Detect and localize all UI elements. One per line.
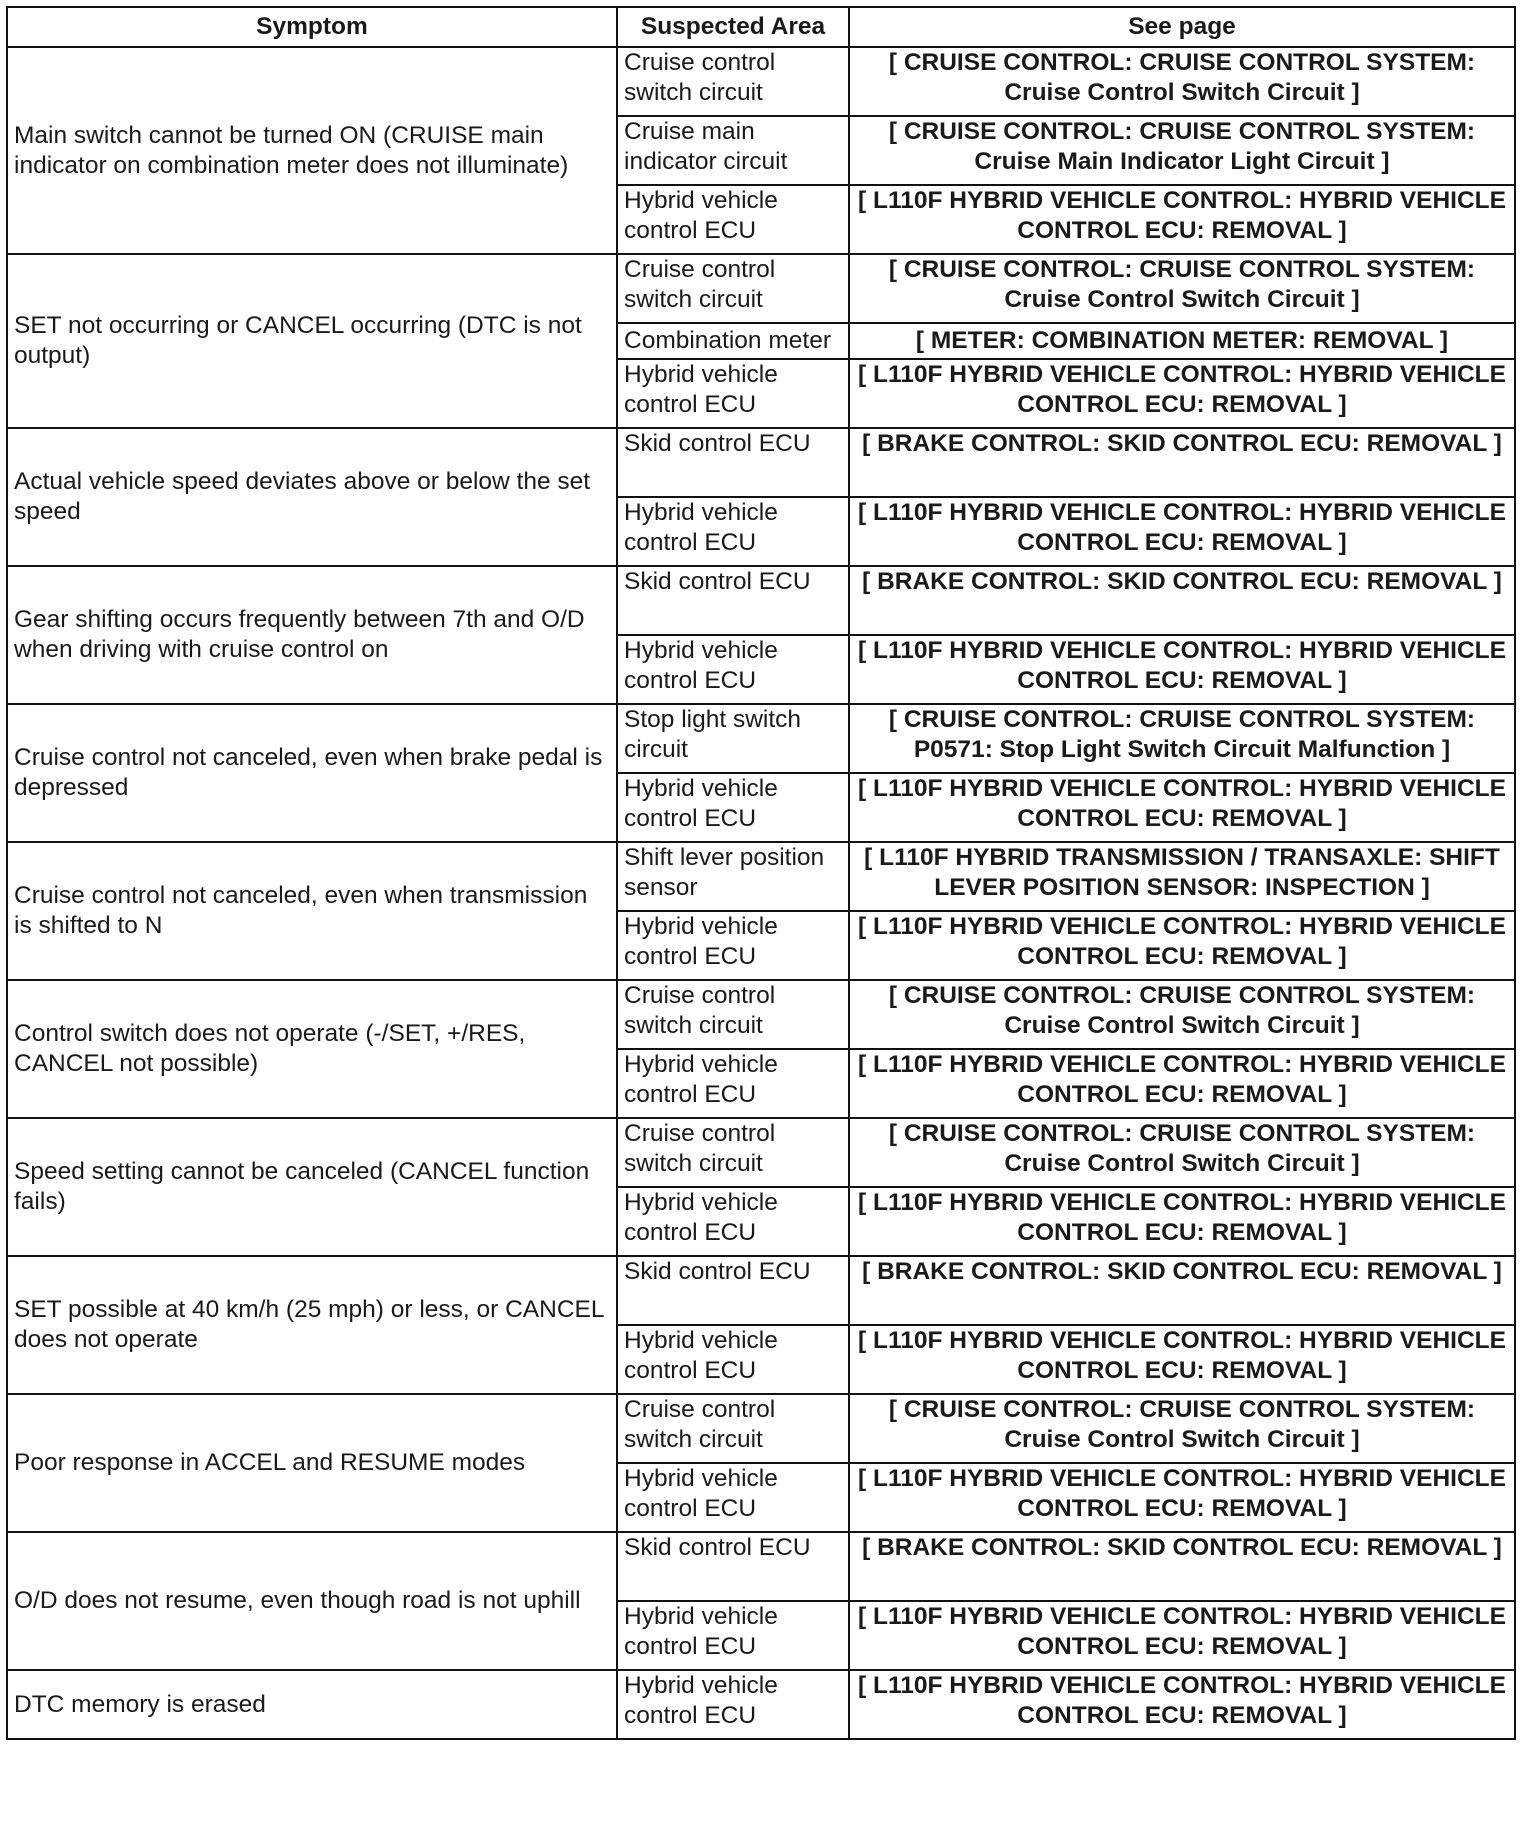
table-row [7, 47, 1515, 116]
see-page-reference[interactable]: [ L110F HYBRID VEHICLE CONTROL: HYBRID VEHICLE CONTROL ECU: REMOVAL ] [849, 1187, 1515, 1256]
header-row [7, 7, 1515, 47]
table-row [7, 842, 1515, 911]
symptom-cell: Main switch cannot be turned ON (CRUISE main indicator on combination meter does not illuminate) [7, 47, 617, 254]
suspected-area-cell: Skid control ECU [617, 566, 849, 635]
problem-symptoms-sheet [6, 6, 1514, 1740]
suspected-area-cell: Cruise main indicator circuit [617, 116, 849, 185]
suspected-area-cell: Skid control ECU [617, 1256, 849, 1325]
suspected-area-cell: Skid control ECU [617, 1532, 849, 1601]
see-page-reference[interactable]: [ L110F HYBRID TRANSMISSION / TRANSAXLE: SHIFT LEVER POSITION SENSOR: INSPECTION ] [849, 842, 1515, 911]
problem-symptoms-table [6, 6, 1516, 1740]
suspected-area-cell: Hybrid vehicle control ECU [617, 1049, 849, 1118]
see-page-reference[interactable]: [ L110F HYBRID VEHICLE CONTROL: HYBRID VEHICLE CONTROL ECU: REMOVAL ] [849, 497, 1515, 566]
see-page-reference[interactable]: [ L110F HYBRID VEHICLE CONTROL: HYBRID VEHICLE CONTROL ECU: REMOVAL ] [849, 911, 1515, 980]
suspected-area-cell: Skid control ECU [617, 428, 849, 497]
table-row [7, 1256, 1515, 1325]
symptom-cell: O/D does not resume, even though road is not uphill [7, 1532, 617, 1670]
see-page-reference[interactable]: [ CRUISE CONTROL: CRUISE CONTROL SYSTEM: Cruise Control Switch Circuit ] [849, 254, 1515, 323]
table-row [7, 1532, 1515, 1601]
symptom-cell: Gear shifting occurs frequently between 7th and O/D when driving with cruise control on [7, 566, 617, 704]
see-page-reference[interactable]: [ L110F HYBRID VEHICLE CONTROL: HYBRID VEHICLE CONTROL ECU: REMOVAL ] [849, 635, 1515, 704]
see-page-reference[interactable]: [ CRUISE CONTROL: CRUISE CONTROL SYSTEM: Cruise Control Switch Circuit ] [849, 1118, 1515, 1187]
see-page-reference[interactable]: [ L110F HYBRID VEHICLE CONTROL: HYBRID VEHICLE CONTROL ECU: REMOVAL ] [849, 359, 1515, 428]
table-row [7, 704, 1515, 773]
see-page-reference[interactable]: [ BRAKE CONTROL: SKID CONTROL ECU: REMOVAL ] [849, 566, 1515, 635]
suspected-area-cell: Shift lever position sensor [617, 842, 849, 911]
table-row [7, 566, 1515, 635]
suspected-area-cell: Cruise control switch circuit [617, 47, 849, 116]
table-row [7, 428, 1515, 497]
symptom-cell: Actual vehicle speed deviates above or below the set speed [7, 428, 617, 566]
suspected-area-cell: Stop light switch circuit [617, 704, 849, 773]
table-row [7, 1394, 1515, 1463]
see-page-reference[interactable]: [ L110F HYBRID VEHICLE CONTROL: HYBRID VEHICLE CONTROL ECU: REMOVAL ] [849, 1463, 1515, 1532]
see-page-reference[interactable]: [ L110F HYBRID VEHICLE CONTROL: HYBRID VEHICLE CONTROL ECU: REMOVAL ] [849, 185, 1515, 254]
suspected-area-cell: Hybrid vehicle control ECU [617, 773, 849, 842]
table-row [7, 1118, 1515, 1187]
suspected-area-cell: Hybrid vehicle control ECU [617, 1187, 849, 1256]
suspected-area-cell: Hybrid vehicle control ECU [617, 497, 849, 566]
symptom-cell: Speed setting cannot be canceled (CANCEL function fails) [7, 1118, 617, 1256]
suspected-area-cell: Hybrid vehicle control ECU [617, 359, 849, 428]
see-page-reference[interactable]: [ CRUISE CONTROL: CRUISE CONTROL SYSTEM: Cruise Control Switch Circuit ] [849, 980, 1515, 1049]
suspected-area-cell: Cruise control switch circuit [617, 1118, 849, 1187]
table-row [7, 1670, 1515, 1739]
suspected-area-cell: Hybrid vehicle control ECU [617, 911, 849, 980]
symptom-cell: Control switch does not operate (-/SET, +/RES, CANCEL not possible) [7, 980, 617, 1118]
symptom-cell: SET possible at 40 km/h (25 mph) or less, or CANCEL does not operate [7, 1256, 617, 1394]
see-page-reference[interactable]: [ CRUISE CONTROL: CRUISE CONTROL SYSTEM: Cruise Main Indicator Light Circuit ] [849, 116, 1515, 185]
see-page-reference[interactable]: [ L110F HYBRID VEHICLE CONTROL: HYBRID VEHICLE CONTROL ECU: REMOVAL ] [849, 1601, 1515, 1670]
see-page-reference[interactable]: [ CRUISE CONTROL: CRUISE CONTROL SYSTEM: Cruise Control Switch Circuit ] [849, 47, 1515, 116]
table-row [7, 254, 1515, 323]
see-page-reference[interactable]: [ BRAKE CONTROL: SKID CONTROL ECU: REMOVAL ] [849, 428, 1515, 497]
see-page-reference[interactable]: [ METER: COMBINATION METER: REMOVAL ] [849, 323, 1515, 359]
see-page-reference[interactable]: [ BRAKE CONTROL: SKID CONTROL ECU: REMOVAL ] [849, 1256, 1515, 1325]
see-page-reference[interactable]: [ BRAKE CONTROL: SKID CONTROL ECU: REMOVAL ] [849, 1532, 1515, 1601]
suspected-area-cell: Cruise control switch circuit [617, 1394, 849, 1463]
see-page-reference[interactable]: [ L110F HYBRID VEHICLE CONTROL: HYBRID VEHICLE CONTROL ECU: REMOVAL ] [849, 1325, 1515, 1394]
header-symptom: Symptom [7, 7, 617, 47]
suspected-area-cell: Hybrid vehicle control ECU [617, 1463, 849, 1532]
see-page-reference[interactable]: [ L110F HYBRID VEHICLE CONTROL: HYBRID VEHICLE CONTROL ECU: REMOVAL ] [849, 773, 1515, 842]
table-body [7, 47, 1515, 1739]
suspected-area-cell: Combination meter [617, 323, 849, 359]
see-page-reference[interactable]: [ CRUISE CONTROL: CRUISE CONTROL SYSTEM: P0571: Stop Light Switch Circuit Malfunction ] [849, 704, 1515, 773]
suspected-area-cell: Cruise control switch circuit [617, 254, 849, 323]
suspected-area-cell: Cruise control switch circuit [617, 980, 849, 1049]
header-see-page: See page [849, 7, 1515, 47]
symptom-cell: SET not occurring or CANCEL occurring (DTC is not output) [7, 254, 617, 428]
suspected-area-cell: Hybrid vehicle control ECU [617, 1325, 849, 1394]
suspected-area-cell: Hybrid vehicle control ECU [617, 1670, 849, 1739]
symptom-cell: Poor response in ACCEL and RESUME modes [7, 1394, 617, 1532]
symptom-cell: Cruise control not canceled, even when transmission is shifted to N [7, 842, 617, 980]
table-row [7, 980, 1515, 1049]
header-suspected-area: Suspected Area [617, 7, 849, 47]
symptom-cell: DTC memory is erased [7, 1670, 617, 1739]
see-page-reference[interactable]: [ L110F HYBRID VEHICLE CONTROL: HYBRID VEHICLE CONTROL ECU: REMOVAL ] [849, 1049, 1515, 1118]
symptom-cell: Cruise control not canceled, even when brake pedal is depressed [7, 704, 617, 842]
suspected-area-cell: Hybrid vehicle control ECU [617, 635, 849, 704]
see-page-reference[interactable]: [ CRUISE CONTROL: CRUISE CONTROL SYSTEM: Cruise Control Switch Circuit ] [849, 1394, 1515, 1463]
see-page-reference[interactable]: [ L110F HYBRID VEHICLE CONTROL: HYBRID VEHICLE CONTROL ECU: REMOVAL ] [849, 1670, 1515, 1739]
suspected-area-cell: Hybrid vehicle control ECU [617, 1601, 849, 1670]
suspected-area-cell: Hybrid vehicle control ECU [617, 185, 849, 254]
